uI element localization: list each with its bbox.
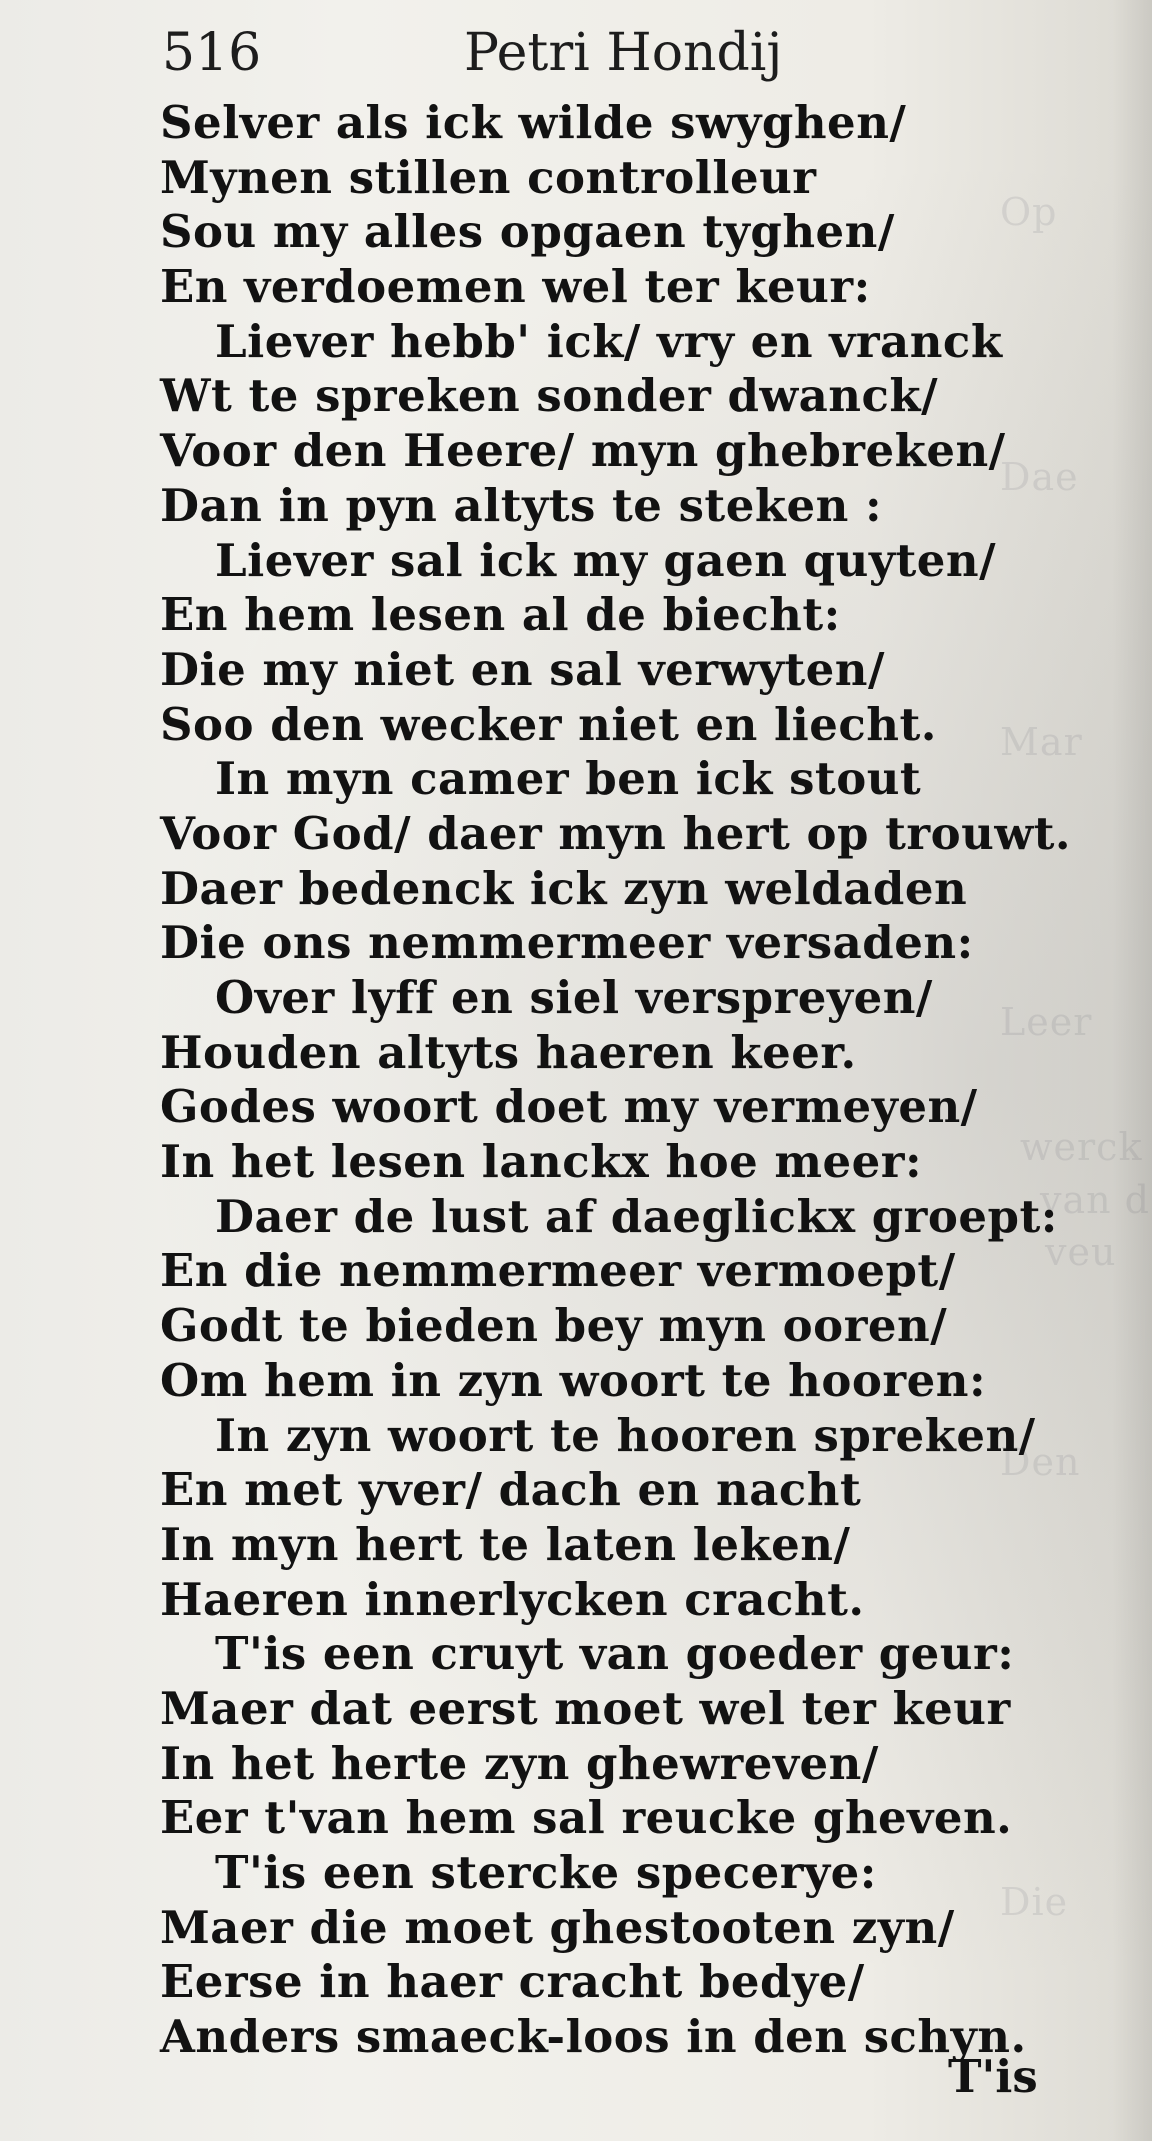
poem-line: Daer bedenck ick zyn weldaden: [160, 861, 968, 915]
poem-line: Haeren innerlycken cracht.: [160, 1572, 865, 1626]
running-head: Petri Hondij: [464, 23, 783, 83]
poem-line: Houden altyts haeren keer.: [160, 1025, 857, 1079]
poem-line: Mynen stillen controlleur: [160, 150, 817, 204]
poem-line: Sou my alles opgaen tyghen/: [160, 205, 895, 259]
catchword: T'is: [948, 2050, 1038, 2103]
poem-text: [160, 96, 1072, 2065]
poem-line: Selver als ick wilde swyghen/: [160, 96, 907, 149]
poem-line: T'is een cruyt van goeder geur:: [215, 1627, 1015, 1681]
poem-line: Liever sal ick my gaen quyten/: [215, 533, 997, 587]
poem-line: Liever hebb' ick/ vry en vranck: [215, 314, 1003, 368]
poem-line: En verdoemen wel ter keur:: [160, 260, 871, 314]
page-edge-shadow: [1112, 0, 1152, 2141]
poem-line: Wt te spreken sonder dwanck/: [160, 369, 939, 423]
poem-line: Anders smaeck-loos in den schyn.: [160, 2010, 1027, 2064]
poem-line: Godes woort doet my vermeyen/: [160, 1080, 978, 1134]
poem-line: Daer de lust af daeglickx groept:: [215, 1189, 1058, 1243]
poem-line: Soo den wecker niet en liecht.: [160, 697, 937, 751]
poem-line: Maer dat eerst moet wel ter keur: [160, 1681, 1011, 1735]
show-through-text: werck van d veu Op Dae Mar Leer Den Die: [1000, 190, 1151, 1924]
poem-line: Eer t'van hem sal reucke gheven.: [160, 1791, 1013, 1845]
poem-line: Om hem in zyn woort te hooren:: [160, 1353, 987, 1407]
poem-line: Eerse in haer cracht bedye/: [160, 1955, 865, 2009]
poem-line: Godt te bieden bey myn ooren/: [160, 1299, 948, 1353]
poem-line: In het herte zyn ghewreven/: [160, 1736, 879, 1790]
poem-line: Dan in pyn altyts te steken :: [160, 478, 883, 532]
page-number: 516: [162, 23, 262, 83]
poem-line: In het lesen lanckx hoe meer:: [160, 1135, 923, 1189]
poem-line: In zyn woort te hooren spreken/: [215, 1408, 1036, 1462]
poem-line: Voor God/ daer myn hert op trouwt.: [160, 806, 1072, 860]
poem-line: Over lyff en siel verspreyen/: [215, 971, 933, 1024]
poem-line: Die ons nemmermeer versaden:: [160, 916, 974, 970]
poem-line: In myn camer ben ick stout: [215, 752, 922, 806]
poem-line: In myn hert te laten leken/: [160, 1517, 851, 1571]
poem-line: En die nemmermeer vermoept/: [160, 1244, 956, 1298]
poem-line: Maer die moet ghestooten zyn/: [160, 1900, 955, 1954]
poem-line: En met yver/ dach en nacht: [160, 1463, 862, 1517]
poem-line: Voor den Heere/ myn ghebreken/: [160, 424, 1006, 478]
poem-line: Die my niet en sal verwyten/: [160, 642, 885, 696]
poem-line: T'is een stercke specerye:: [215, 1846, 877, 1899]
poem-line: En hem lesen al de biecht:: [160, 588, 841, 642]
